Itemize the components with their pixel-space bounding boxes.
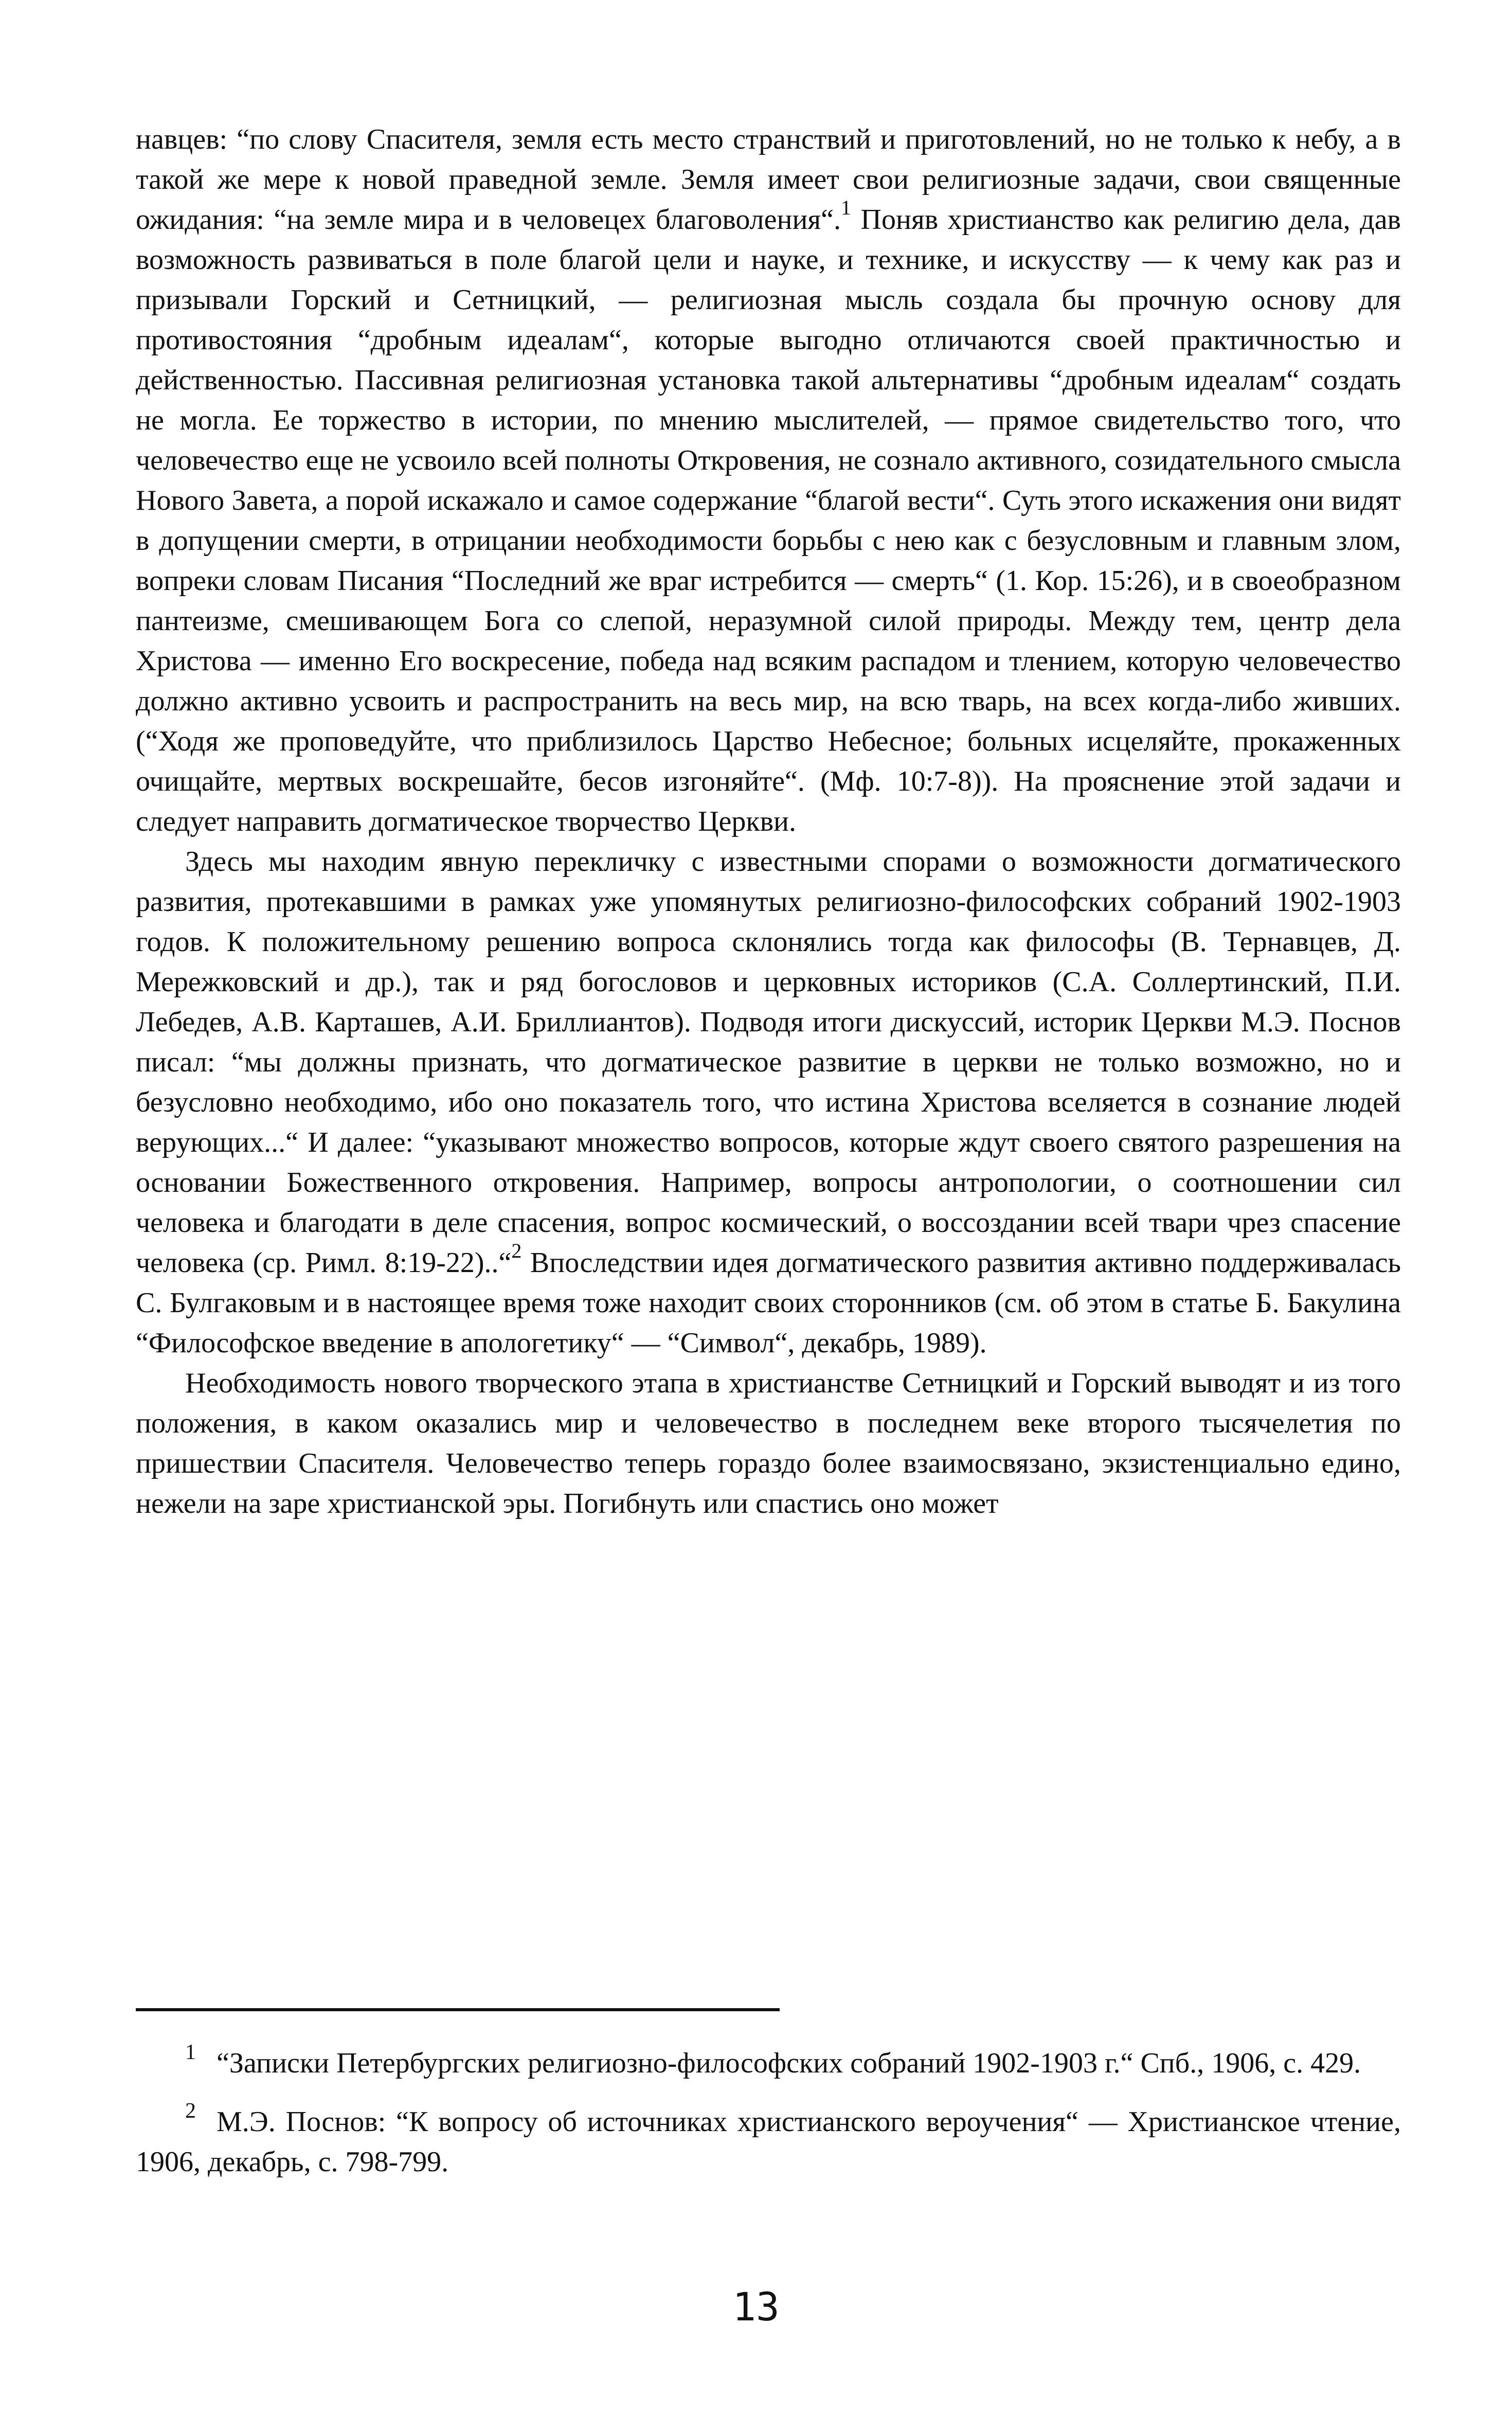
paragraph-1-text-b: Поняв христианство как религию дела, дав возможность развиваться в поле благой цели и науке, и технике, и искусству — к чему как раз и призывали Горский и Сетницкий, — религиозная мысль создала бы прочную основу для противостояния “дробным идеалам“, которые выгодно отличаются своей практичностью и действенностью. Пассивная религиозная установка такой альтернативы “дробным идеалам“ создать не могла. Ее торжество в истории, по мнению мыслителей, — прямое свидетельство того, что человечество еще не усвоило всей полноты Откровения, не сознало активного, созидательного смысла Нового Завета, а порой искажало и самое содержание “благой вести“. Суть этого искажения они видят в допущении смерти, в отрицании необходимости борьбы с нею как с безусловным и главным злом, вопреки словам Писания “Последний же враг истребится — смерть“ (1. Кор. 15:26), и в своеобразном пантеизме, смешивающем Бога со слепой, неразумной силой природы. Между тем, центр дела Христова — именно Его воскресение, победа над всяким распадом и тлением, которую человечество должно активно усвоить и распространить на весь мир, на всю тварь, на всех когда-либо живших. (“Ходя же проповедуйте, что приблизилось Царство Небесное; больных исцеляйте, прокаженных очищайте, мертвых воскрешайте, бесов изгоняйте“. (Мф. 10:7-8)). На прояснение этой задачи и следует направить догматическое творчество Церкви.: [136, 204, 1401, 837]
footnotes: [136, 2043, 1401, 2201]
footnote-1-text: “Записки Петербургских религиозно-философских собраний 1902-1903 г.“ Спб., 1906, с. 429.: [217, 2047, 1361, 2079]
paragraph-1-text-a: навцев: “по слову Спасителя, земля есть место странствий и приготовлений, но не только к небу, а в такой же мере к новой праведной земле. Земля имеет свои религиозные задачи, свои священные ожидания: “на земле мира и в человецех благоволения“.: [136, 123, 1401, 236]
footnote-divider: [136, 2008, 780, 2011]
footnote-1-number: 1: [185, 2041, 196, 2064]
paragraph-3: Необходимость нового творческого этапа в христианстве Сетницкий и Горский выводят и из того положения, в каком оказались мир и человечество в последнем веке второго тысячелетия по пришествии Спасителя. Человечество теперь гораздо более взаимосвязано, экзистенциально едино, нежели на заре христианской эры. Погибнуть или спастись оно может: [136, 1367, 1401, 1519]
footnote-1: [136, 2043, 1401, 2083]
footnote-2: [136, 2099, 1401, 2182]
paragraph-2-text-b: Впоследствии идея догматического развития активно поддерживалась С. Булгаковым и в настоящее время тоже находит своих сторонников (см. об этом в статье Б. Бакулина “Философское введение в апологетику“ — “Символ“, декабрь, 1989).: [136, 1247, 1401, 1359]
footnote-2-number: 2: [185, 2099, 196, 2123]
footnote-ref-1: 1: [841, 196, 852, 219]
paragraph-2: [136, 842, 1401, 1363]
footnote-ref-2: 2: [511, 1239, 522, 1262]
page-number: 13: [732, 2284, 780, 2330]
footnote-2-text: М.Э. Поснов: “К вопросу об источниках христианского вероучения“ — Христианское чтение, 1906, декабрь, с. 798-799.: [136, 2106, 1401, 2178]
paragraph-2-text-a: Здесь мы находим явную перекличку с известными спорами о возможности догматического развития, протекавшими в рамках уже упомянутых религиозно-философских собраний 1902-1903 годов. К положительному решению вопроса склонялись тогда как философы (В. Тернавцев, Д. Мережковский и др.), так и ряд богословов и церковных историков (С.А. Соллертинский, П.И. Лебедев, А.В. Карташев, А.И. Бриллиантов). Подводя итоги дискуссий, историк Церкви М.Э. Поснов писал: “мы должны признать, что догматическое развитие в церкви не только возможно, но и безусловно необходимо, ибо оно показатель того, что истина Христова вселяется в сознание людей верующих...“ И далее: “указывают множество вопросов, которые ждут своего святого разрешения на основании Божественного откровения. Например, вопросы антропологии, о соотношении сил человека и благодати в деле спасения, вопрос космический, о воссоздании всей твари чрез спасение человека (ср. Римл. 8:19-22)..“: [136, 846, 1401, 1279]
body-text: [136, 119, 1401, 1524]
paragraph-1: [136, 119, 1401, 842]
